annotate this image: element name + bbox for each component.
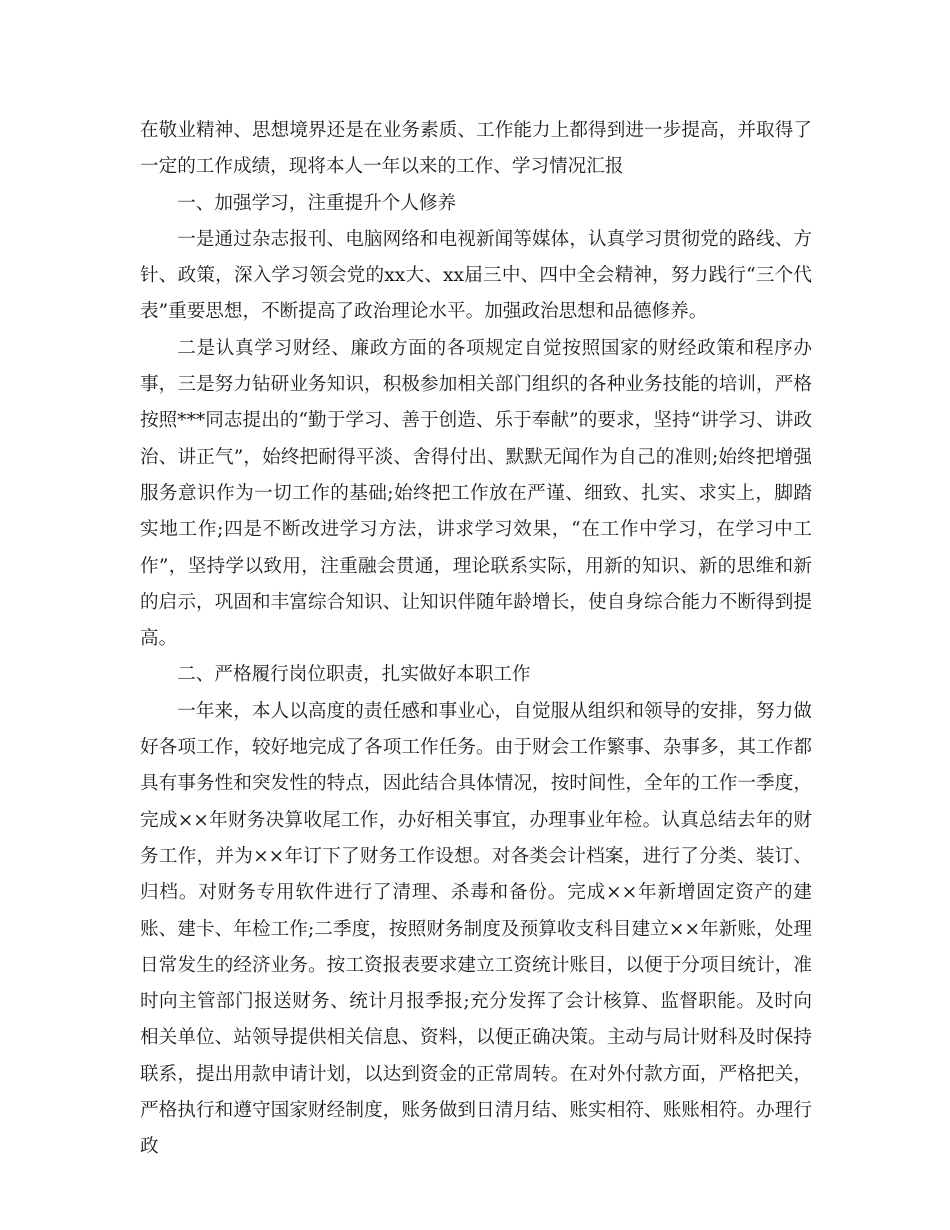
- document-body: [140, 113, 812, 1166]
- paragraph-duties: 一年来，本人以高度的责任感和事业心，自觉服从组织和领导的安排，努力做好各项工作，较好地完成了各项工作任务。由于财会工作繁事、杂事多，其工作都具有事务性和突发性的特点，因此结合具体情况，按时间性，全年的工作一季度，完成××年财务决算收尾工作，办好相关事宜，办理事业年检。认真总结去年的财务工作，并为××年订下了财务工作设想。对各类会计档案，进行了分类、装订、归档。对财务专用软件进行了清理、杀毒和备份。完成××年新增固定资产的建账、建卡、年检工作;二季度，按照财务制度及预算收支科目建立××年新账，处理日常发生的经济业务。按工资报表要求建立工资统计账目，以便于分项目统计，准时向主管部门报送财务、统计月报季报;充分发挥了会计核算、监督职能。及时向相关单位、站领导提供相关信息、资料，以便正确决策。主动与局计财科及时保持联系，提出用款申请计划，以达到资金的正常周转。在对外付款方面，严格把关，严格执行和遵守国家财经制度，账务做到日清月结、账实相符、账账相符。办理行政: [140, 700, 812, 1158]
- paragraph-continued: 在敬业精神、思想境界还是在业务素质、工作能力上都得到进一步提高，并取得了一定的工作成绩，现将本人一年以来的工作、学习情况汇报: [140, 120, 812, 178]
- paragraph-study-1: 一是通过杂志报刊、电脑网络和电视新闻等媒体，认真学习贯彻党的路线、方针、政策，深入学习领会党的xx大、xx届三中、四中全会精神，努力践行“三个代表”重要思想，不断提高了政治理论水平。加强政治思想和品德修养。: [140, 228, 812, 323]
- section-heading-duties: 二、严格履行岗位职责，扎实做好本职工作: [177, 664, 531, 686]
- section-heading-study: 一、加强学习，注重提升个人修养: [177, 192, 457, 214]
- paragraph-study-2: 二是认真学习财经、廉政方面的各项规定自觉按照国家的财经政策和程序办事，三是努力钻研业务知识，积极参加相关部门组织的各种业务技能的培训，严格按照***同志提出的“勤于学习、善于创造、乐于奉献”的要求，坚持“讲学习、讲政治、讲正气”，始终把耐得平淡、舍得付出、默默无闻作为自己的准则;始终把增强服务意识作为一切工作的基础;始终把工作放在严谨、细致、扎实、求实上，脚踏实地工作;四是不断改进学习方法，讲求学习效果，“在工作中学习，在学习中工作”，坚持学以致用，注重融会贯通，理论联系实际，用新的知识、新的思维和新的启示，巩固和丰富综合知识、让知识伴随年龄增长，使自身综合能力不断得到提高。: [140, 337, 812, 650]
